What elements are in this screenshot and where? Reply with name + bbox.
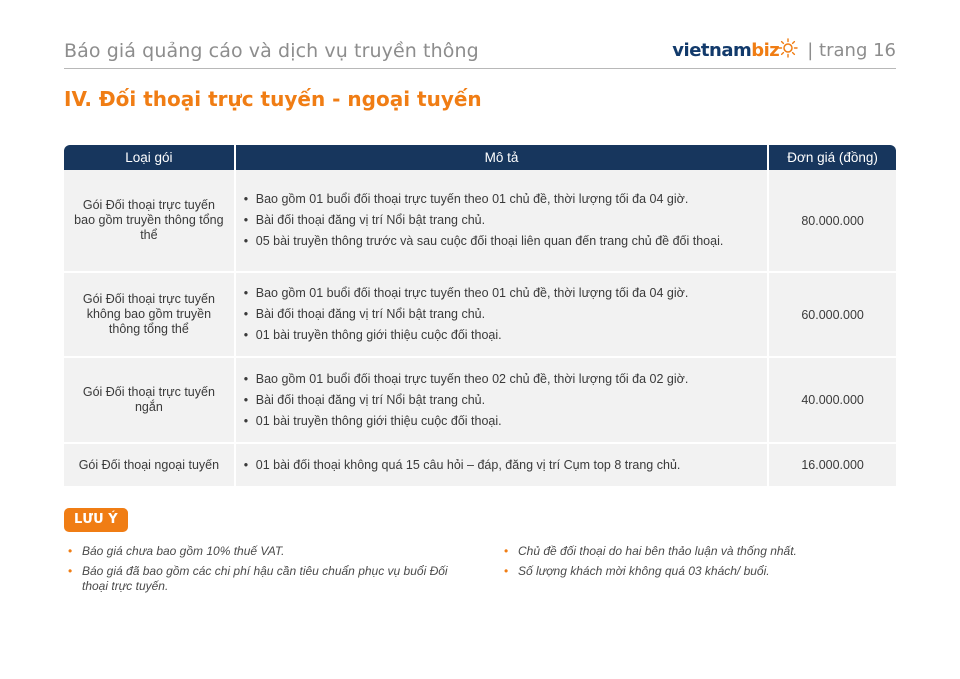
description-item: • 05 bài truyền thông trước và sau cuộc đối thoại liên quan đến trang chủ đề đối thoại. (256, 231, 759, 252)
description-list (244, 455, 759, 476)
column-header-description: Mô tả (235, 145, 768, 170)
package-name: Gói Đối thoại trực tuyến ngắn (64, 357, 235, 443)
package-name: Gói Đối thoại ngoại tuyến (64, 443, 235, 487)
page-header (64, 38, 896, 69)
description-item: • Bài đối thoại đăng vị trí Nổi bật trang chủ. (256, 390, 759, 411)
logo-text-accent: biz (751, 40, 780, 61)
table-row (64, 443, 896, 487)
note-item: • Chủ đề đối thoại do hai bên thảo luận và thống nhất. (500, 544, 880, 559)
package-description (235, 170, 768, 272)
description-item: • Bao gồm 01 buổi đối thoại trực tuyến theo 01 chủ đề, thời lượng tối đa 04 giờ. (256, 189, 759, 210)
page-number: | trang 16 (807, 40, 896, 61)
vietnambiz-logo (672, 40, 799, 61)
sun-icon (777, 37, 799, 59)
notes-right-list (500, 544, 880, 579)
package-description (235, 443, 768, 487)
description-item: • Bao gồm 01 buổi đối thoại trực tuyến theo 02 chủ đề, thời lượng tối đa 02 giờ. (256, 369, 759, 390)
note-badge: LƯU Ý (64, 508, 128, 532)
table-row (64, 170, 896, 272)
section-title: IV. Đối thoại trực tuyến - ngoại tuyến (64, 87, 482, 111)
note-item: • Số lượng khách mời không quá 03 khách/ buổi. (500, 564, 880, 579)
column-header-price: Đơn giá (đồng) (768, 145, 896, 170)
description-item: • Bài đối thoại đăng vị trí Nổi bật trang chủ. (256, 304, 759, 325)
note-item: • Báo giá đã bao gồm các chi phí hậu cần tiêu chuẩn phục vụ buổi Đối thoại trực tuyến. (64, 564, 464, 594)
package-price: 80.000.000 (768, 170, 896, 272)
description-item: • Bao gồm 01 buổi đối thoại trực tuyến theo 01 chủ đề, thời lượng tối đa 04 giờ. (256, 283, 759, 304)
column-header-package: Loại gói (64, 145, 235, 170)
description-item: • Bài đối thoại đăng vị trí Nổi bật trang chủ. (256, 210, 759, 231)
notes-right (500, 544, 880, 584)
table-header-row (64, 145, 896, 170)
notes-left (64, 544, 464, 599)
package-name: Gói Đối thoại trực tuyến bao gồm truyền thông tổng thể (64, 170, 235, 272)
header-right (672, 40, 896, 61)
table-row (64, 357, 896, 443)
description-item: • 01 bài truyền thông giới thiệu cuộc đối thoại. (256, 411, 759, 432)
note-item: • Báo giá chưa bao gồm 10% thuế VAT. (64, 544, 464, 559)
description-list (244, 283, 759, 346)
table-row (64, 272, 896, 357)
document-title: Báo giá quảng cáo và dịch vụ truyền thông (64, 40, 479, 62)
price-table (64, 145, 896, 488)
description-item: • 01 bài truyền thông giới thiệu cuộc đối thoại. (256, 325, 759, 346)
package-price: 60.000.000 (768, 272, 896, 357)
package-price: 40.000.000 (768, 357, 896, 443)
package-description (235, 272, 768, 357)
logo-text-main: vietnam (672, 40, 752, 61)
package-description (235, 357, 768, 443)
description-item: • 01 bài đối thoại không quá 15 câu hỏi – đáp, đăng vị trí Cụm top 8 trang chủ. (256, 455, 759, 476)
package-name: Gói Đối thoại trực tuyến không bao gồm truyền thông tổng thể (64, 272, 235, 357)
package-price: 16.000.000 (768, 443, 896, 487)
description-list (244, 189, 759, 252)
notes-left-list (64, 544, 464, 594)
description-list (244, 369, 759, 432)
